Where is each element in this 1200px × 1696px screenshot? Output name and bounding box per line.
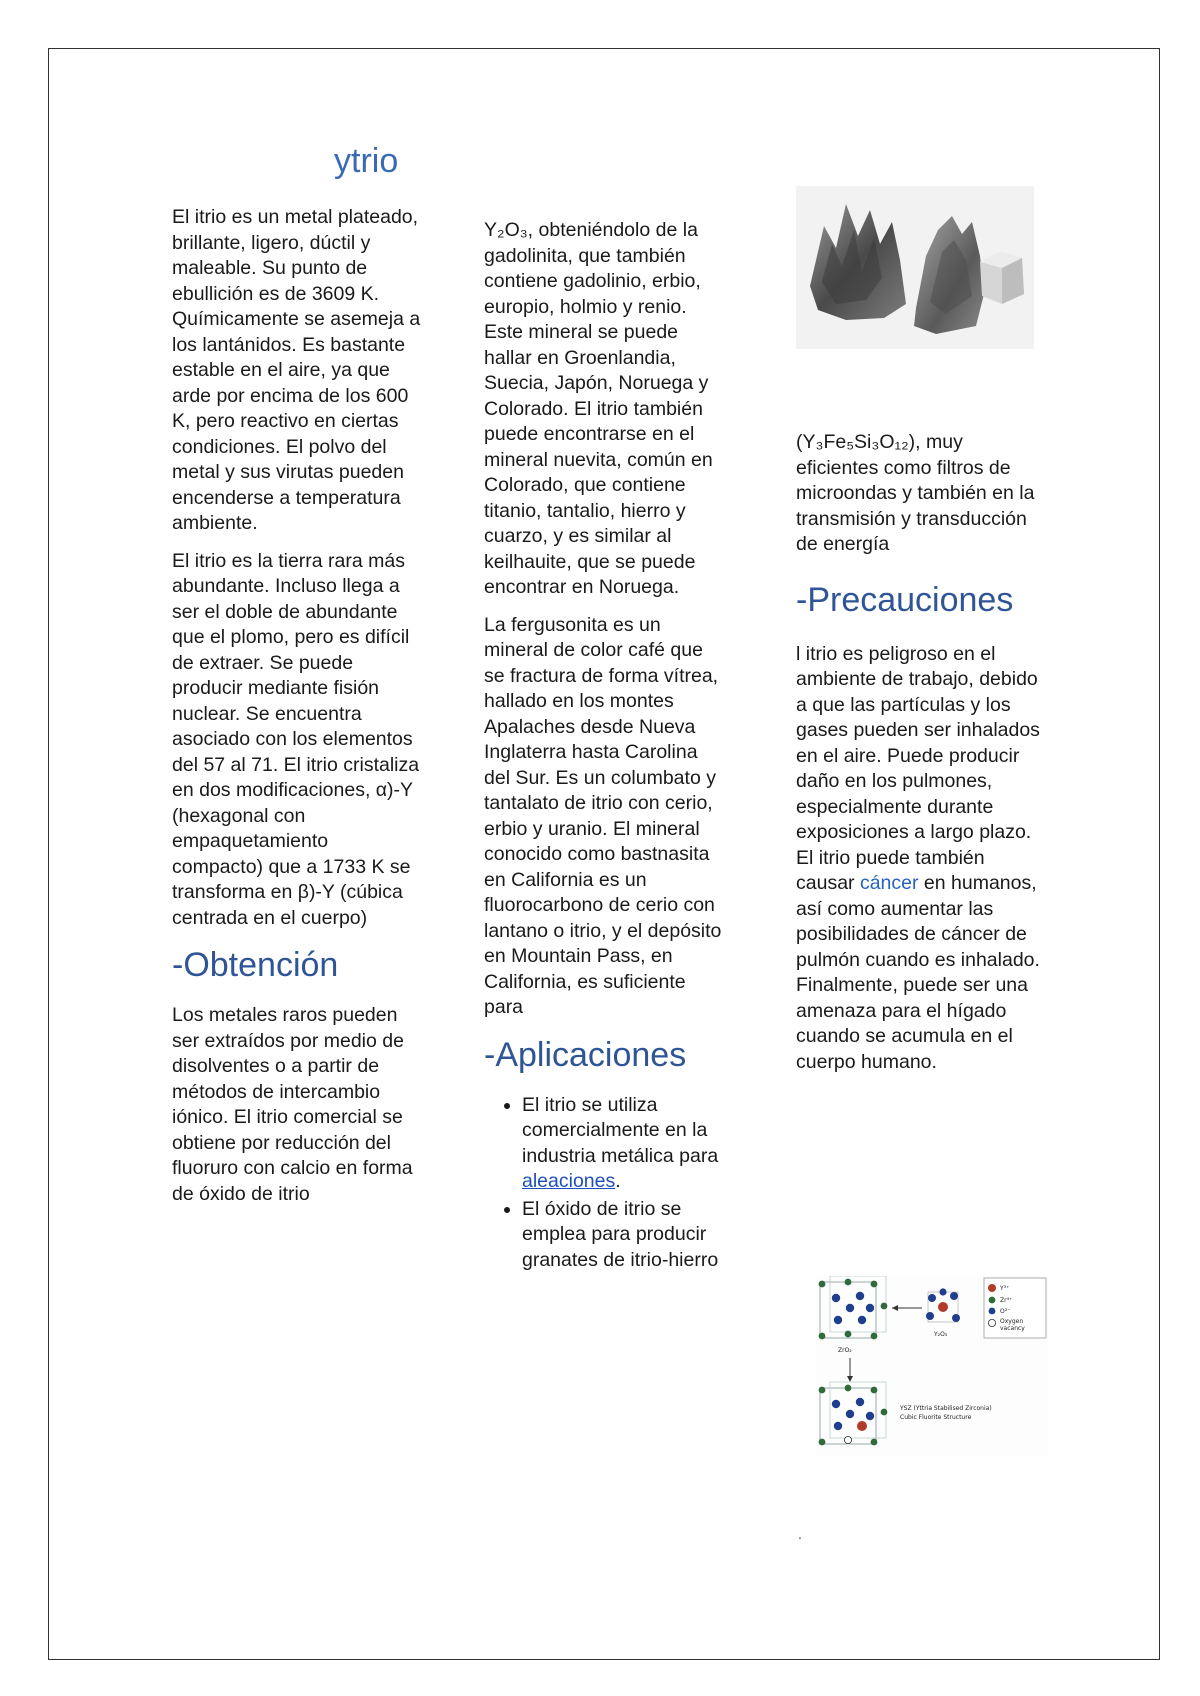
ysz-cube — [819, 1382, 888, 1445]
legend-vacancy: vacancy — [1000, 1325, 1025, 1332]
ysz-caption-line1: YSZ (Yttria Stabilised Zirconia) — [900, 1405, 992, 1412]
abundance-paragraph: El itrio es la tierra rara más abundante. Incluso llega a ser el doble de abundante que el plomo, pero es difícil de extraer. Se puede producir mediante fisión nuclear. Se encuentra asociado con los elementos del 57 al 71. El itrio cristaliza en dos modificaciones, α)-Y (hexagonal con empaquetamiento compacto) que a 1733 K se transforma en β)-Y (cúbica centrada en el cuerpo) — [172, 549, 420, 929]
ysz-caption-line2: Cubic Fluorite Structure — [900, 1414, 972, 1421]
precauciones-text: l itrio es peligroso en el ambiente de trabajo, debido a que las partículas y los gases pueden ser inhalados en el aire. Puede producir daño en los pulmones, especialmente durante exposiciones a largo plazo. El itrio puede también causar — [796, 642, 1040, 894]
zro2-cube — [819, 1276, 888, 1339]
column-2 — [484, 218, 724, 1275]
column-1 — [172, 205, 422, 1219]
document-title: ytrio — [334, 142, 399, 180]
yttrium-crystal-photo — [796, 186, 1034, 349]
obtencion-paragraph: Los metales raros pueden ser extraídos por medio de disolventes o a partir de métodos de intercambio iónico. El itrio comercial se obtiene por reducción del fluoruro con calcio en forma de óxido de itrio — [172, 1004, 413, 1205]
precauciones-paragraph — [796, 642, 1041, 1076]
legend-zr: Zr⁴⁺ — [1000, 1297, 1013, 1304]
column-3 — [796, 430, 1041, 1087]
list-item: • El óxido de itrio se emplea para producir granates de itrio-hierro — [522, 1197, 724, 1274]
aleaciones-link[interactable]: aleaciones — [522, 1170, 616, 1192]
legend-y: Y³⁺ — [1000, 1285, 1010, 1292]
y2o3-cluster — [926, 1288, 960, 1322]
garnet-paragraph: (Y₃Fe₅Si₃O₁₂), muy eficientes como filtros de microondas y también en la transmisión y transducción de energía — [796, 431, 1035, 555]
figure-legend — [984, 1278, 1046, 1338]
ysz-structure-figure — [816, 1276, 1048, 1456]
cancer-term: cáncer — [859, 872, 919, 894]
ysz-structure-diagram — [816, 1276, 1048, 1456]
zro2-label: ZrO₂ — [838, 1347, 852, 1354]
footer-mark: . — [798, 1526, 802, 1542]
bullet1-text: El itrio se utiliza comercialmente en la industria metálica para — [522, 1093, 719, 1167]
legend-o: O²⁻ — [1000, 1308, 1011, 1315]
heading-aplicaciones: -Aplicaciones — [484, 1035, 687, 1074]
list-item — [522, 1093, 724, 1195]
heading-precauciones: -Precauciones — [796, 580, 1014, 619]
legend-oxygen: Oxygen — [1000, 1318, 1024, 1325]
intro-paragraph: El itrio es un metal plateado, brillante, ligero, dúctil y maleable. Su punto de ebullición es de 3609 K. Químicamente se asemeja a los lantánidos. Es bastante estable en el aire, ya que arde por encima de los 600 K, pero reactivo en ciertas condiciones. El polvo del metal y sus virutas pueden encenderse a temperatura ambiente. — [172, 206, 421, 534]
aplicaciones-list — [484, 1093, 724, 1274]
yttrium-crystal-image — [796, 186, 1034, 349]
y2o3-label: Y₂O₃ — [934, 1331, 948, 1338]
gadolinita-paragraph: Y₂O₃, obteniéndolo de la gadolinita, que también contiene gadolinio, erbio, europio, holmio y renio. Este mineral se puede hallar en Groenlandia, Suecia, Japón, Noruega y Colorado. El itrio también puede encontrarse en el mineral nuevita, común en Colorado, que contiene titanio, tantalio, hierro y cuarzo, y es similar al keilhauite, que se puede encontrar en Noruega. — [484, 219, 713, 598]
precauciones-text-end: en humanos, así como aumentar las posibilidades de cáncer de pulmón cuando es inhalado. Finalmente, puede ser una amenaza para el hígado cuando se acumula en el cuerpo humano. — [796, 872, 1040, 1073]
bullet1-end: . — [615, 1170, 621, 1192]
fergusonita-paragraph: La fergusonita es un mineral de color café que se fractura de forma vítrea, hallado en los montes Apalaches desde Nueva Inglaterra hasta Carolina del Sur. Es un columbato y tantalato de itrio con cerio, erbio y uranio. El mineral conocido como bastnasita en California es un fluorocarbono de cerio con lantano o itrio, y el depósito en Mountain Pass, en California, es suficiente para — [484, 613, 722, 1018]
heading-obtencion: -Obtención — [172, 946, 339, 984]
